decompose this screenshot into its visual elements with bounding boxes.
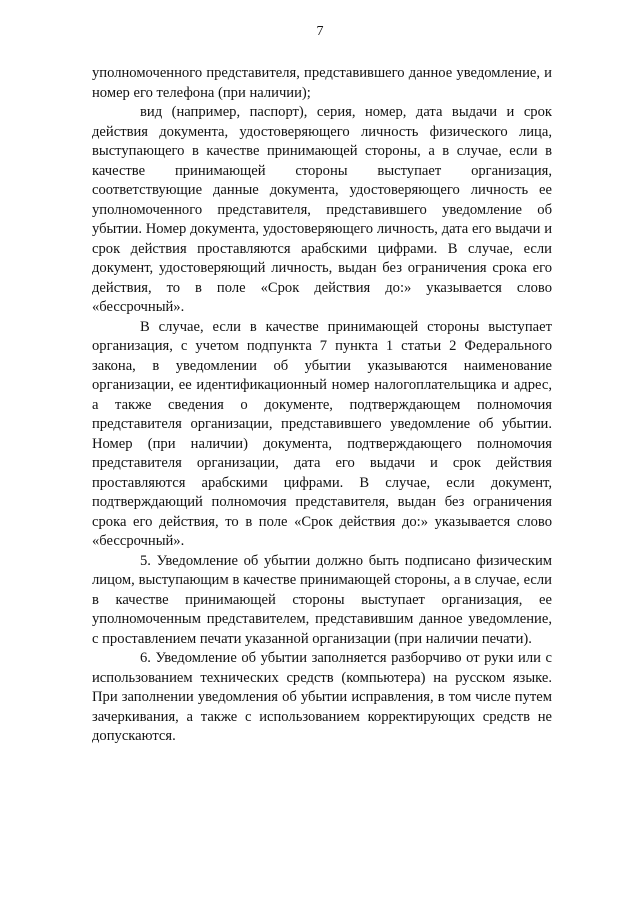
paragraph-item-5-signature: 5. Уведомление об убытии должно быть подписано физическим лицом, выступающим в качестве принимающей стороны, а в случае, если в качестве принимающей стороны выступает организация, ее уполномоченным представителем, представившим данное уведомление, с проставлением печати указанной организации (при наличии печати). — [92, 552, 552, 647]
paragraph-organization-details: В случае, если в качестве принимающей стороны выступает организация, с учетом подпункта 7 пункта 1 статьи 2 Федерального закона, в уведомлении об убытии указываются наименование организации, ее идентификационный номер налогоплательщика и адрес, а также сведения о документе, подтверждающем полномочия представителя организации, представившего уведомление об убытии. Номер (при наличии) документа, подтверждающего полномочия представителя организации, дата его выдачи и срок действия проставляются арабскими цифрами. В случае, если документ, подтверждающий полномочия представителя, выдан без ограничения срока его действия, то в поле «Срок действия до:» указывается слово «бессрочный». — [92, 318, 552, 549]
paragraph-item-6-filling: 6. Уведомление об убытии заполняется разборчиво от руки или с использованием технических средств (компьютера) на русском языке. При заполнении уведомления об убытии исправления, в том числе путем зачеркивания, а также с использованием корректирующих средств не допускаются. — [92, 650, 552, 744]
page-number: 7 — [316, 24, 324, 39]
paragraph-continuation: уполномоченного представителя, представившего данное уведомление, и номер его телефона (при наличии); — [92, 65, 552, 101]
paragraph-identity-document: вид (например, паспорт), серия, номер, дата выдачи и срок действия документа, удостоверяющего личность физического лица, выступающего в качестве принимающей стороны, а в случае, если в качестве принимающей стороны выступает организация, соответствующие данные документа, удостоверяющего личность ее уполномоченного представителя, представившего уведомление об убытии. Номер документа, удостоверяющего личность, дата его выдачи и срок действия проставляются арабскими цифрами. В случае, если документ, удостоверяющий личность, выдан без ограничения срока его действия, то в поле «Срок действия до:» указывается слово «бессрочный». — [92, 104, 552, 315]
document-body — [92, 64, 552, 747]
